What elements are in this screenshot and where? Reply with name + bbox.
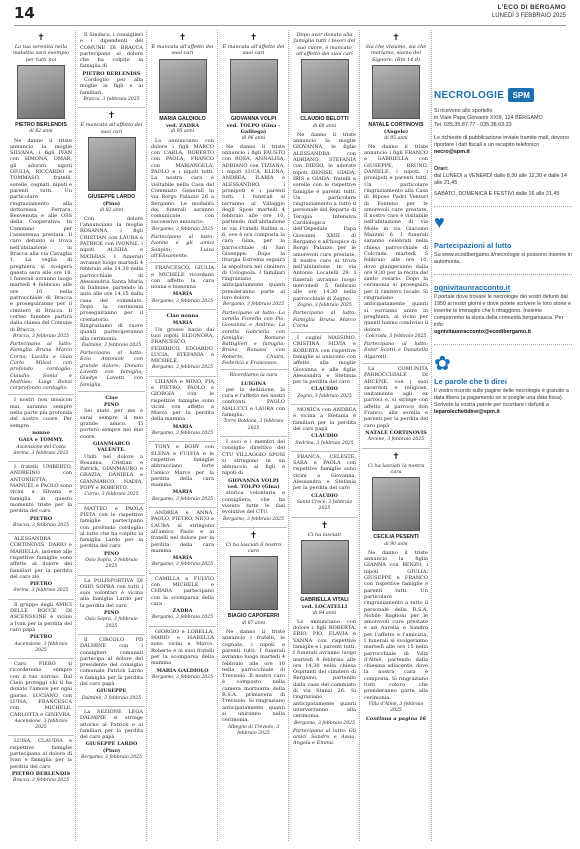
notice-body: ANDREA e ANNA, PAOLO, PIETRO, NICO e LAURA si stringono all'amico Paolo e ai fratelli nel dolore per la perdita della cara mamma	[151, 510, 214, 554]
notice-name: PIETRO	[29, 581, 53, 588]
masthead-name: L'ECO DI BERGAMO	[497, 4, 566, 11]
page-header	[14, 4, 566, 26]
notice-body: FRANCESCO, GIULIA e MICHELE ricordano con affetto la cara nonna e bisnonna	[151, 265, 214, 291]
notice-signature: GIANMARCO VALENTE.	[93, 440, 130, 454]
notice-body: GIORGIO e LORELLA, MARIO e ISABELLA sono vicini a Marco, Roberto e ai suoi fratelli per la scomparsa della mamma	[151, 628, 214, 667]
deceased-name: GIOVANNA VOLPI	[230, 115, 277, 122]
obituary-cortinovis	[362, 30, 430, 364]
cross-icon: ✝	[178, 33, 187, 43]
notice-body: Cordoglio per alla moglie ai figli e ai familiari.	[80, 77, 143, 96]
hours-title: Orari:	[434, 166, 449, 172]
notice-body: Ne danno il triste annuncio la moglie GIOVANNA, le figlie ALESSANDRA con ADRIANO, STEFANIA con DIEGO, le adorate nipoti DENISE, GIADA, IRIS e GIADA, fratelli e sorelle con le rispettive famiglie e parenti tutti. Un particolare ringraziamento a tutto il personale del Reparto di Terapia Intensiva Cardiologica dell'Ospedale Papa Giovanni XXIII di Bergamo e all'hospice di Borgo Palazzo per le amorevoli cure prestate. Il nostro caro si trova nell'abitazione in via Antonio Locatelli 29. I funerali avranno luogo mercoledì 5 febbraio alle ore 14,30 nella parrocchiale di Zogno.	[293, 131, 356, 302]
notice-name: CLAUDIO	[311, 386, 338, 393]
notice-date: Zogno, 3 febbraio 2025	[297, 302, 352, 308]
notice-date: Torre Boldone, 3 febbraio 2025	[223, 419, 284, 431]
deceased-name: CECILIA PESENTI	[373, 534, 419, 541]
notice-date: Dalmine, 3 febbraio 2025	[81, 342, 142, 348]
masthead	[492, 4, 566, 20]
notice-body: Ne danno il triste annuncio la figlia GIANNA con BENZO, i nipoti GIULIA, GIUSEPPE e FRANCO con rispettive famiglie e parenti tutti. Un particolare ringraziamento a tutto il personale della R.S.A. Nobile Baglioni per le amorevoli cure prestate e ad Aurelia e Sandro per l'affetto e l'amicizia. I funerali si svolgeranno martedì alle ore 15 nella parrocchiale di Villa d'Almè, partendo dalla chiesina adiacente, dove la nostra cara è composta. Si ringraziano tutti coloro che prenderanno parte alla cerimonia.	[364, 549, 428, 701]
deceased-age: di 94 anni	[312, 610, 337, 616]
memories-title: Le parole che ti direi	[434, 377, 507, 386]
notice-body: I cugini MASSIMO, CRISTINA, SILVIA e ROBERTA con rispettive famiglie si uniscono con affetto alla moglie Giovanna e alle figlie Alessandra e Stefania per la perdita del caro	[293, 335, 356, 386]
notice-date: Dalmine, 3 febbraio 2025	[81, 695, 142, 701]
notice-body: Ne danno il triste annuncio i figli FRANCO e GABRIELLA con GIUSEPPE, BRUNO, DANIELE, i nipoti, i pronipoti e parenti tutti. Un particolare ringraziamento alla Casa di Riposo Padri Venturi di Fonteno per le amorevoli cure prestate. Il nostro caro è visitabile nell'abitazione di via Molle in via Giacomo Mazzini 6. I funerali saranno celebrati nella chiesa parrocchiale di Colcrada martedì 5 febbraio alle ore 10, dove giungeranno dalla ore 9,30 per la recita del santo rosario. Dopo la cerimonia si proseguirà per il cimitero locale. Si ringraziano anticipatamente quanti si vorranno unire in preghiera, ai vicini per quanti hanno condiviso il dolore.	[364, 143, 428, 333]
notice-body: Il CIRCOLO PD DALMINE con i consiglieri comunali partecipa al dolore del presidente del consiglio comunale Patrick Lardo e famiglia per la perdita del caro papà	[80, 636, 143, 688]
deceased-photo	[372, 65, 420, 119]
notice-name: GIUSEPPE LARDO	[85, 741, 138, 748]
necrologie-logo	[434, 88, 572, 102]
notice-intro: Ci ha lasciati il nostro caro	[225, 541, 282, 555]
notice-body: Sei stato per me e sarai sempre il mio grande amico. Ti porterò sempre nel mio cuore.	[80, 408, 143, 440]
condolence-notice	[78, 504, 145, 576]
notice-quote: Sia che viviamo, sia che moriamo, siamo del Signore. (Rm 14,8)	[365, 44, 427, 63]
deceased-photo	[301, 59, 349, 113]
cross-icon: ✝	[37, 33, 45, 43]
notice-name: PINO	[103, 610, 120, 617]
notice-name: GIUSEPPE	[96, 688, 127, 695]
notice-body: Caro PIERO ti ricorderemo sempre con il tuo sorriso. Dal Cielo proteggi chi ti ha donato l'amore per ogni giorno. LUCIANO con LUISA, FRANCESCA con MICHELE, CARLOTTA e GINEVRA.	[10, 661, 72, 718]
email-info	[434, 135, 572, 156]
divider	[434, 274, 572, 275]
notice-intro: La tua serenità nella malattia sarà esempio per tutti noi	[12, 44, 70, 63]
notice-date: Curno, 3 febbraio 2025	[84, 492, 139, 498]
deceased-name: NATALE CORTINOVIS	[368, 121, 424, 128]
notice-body: FRANCA, CELESTE, SARA e PAOLA con rispettive famiglie sono vicini a Giovanna, Alessandra e Stefania per la perdita del caro	[293, 453, 356, 492]
deceased-photo	[230, 556, 278, 610]
hours-weekend: SABATO, DOMENICA E FESTIVI dalle 16 alle 21,45	[434, 191, 560, 197]
notice-name: GIOVANNA VOLPI	[228, 477, 279, 484]
notice-name: LUIGINA	[241, 380, 266, 387]
notice-body: TONY e BOBY con ELENA e FULVIA e le rispettive famiglie abbracciano forte l'amico Marco per la perdita della cara mamma	[151, 444, 214, 489]
column-6	[362, 30, 430, 843]
condolence-notice	[149, 627, 216, 685]
notice-body: LILIANA e MINO, PIA e PIETRO, PAOLO e GIORGIA con le rispettive famiglie sono vicini con affetto a Marco per la perdita della mamma	[151, 378, 214, 423]
spm-logo: SPM	[508, 88, 534, 102]
condolence-notice	[149, 377, 216, 443]
contact-info	[434, 108, 572, 129]
deceased-photo	[17, 65, 65, 119]
memories-body: Il vostro ricordo sulle pagine delle necrologie è gratuito a data libera (a pagamento se si sceglie una data fissa). Scrivete la vostra parole per ricordare i defunti a	[434, 388, 569, 408]
deceased-name: GIUSEPPE LARDO	[87, 193, 136, 200]
deceased-name: GABRIELLA VITALI	[300, 596, 349, 603]
notice-body: La POLISPORTIVA DI OSIO SOPRA con tutti i suoi volontari è vicina alla famiglia Lardo per la perdita del caro	[80, 577, 143, 609]
condolences: Partecipano al lutto: Famiglia Bruna Marco Corna	[293, 310, 356, 329]
cross-icon: ✝	[249, 530, 258, 541]
condolence-notice	[149, 263, 216, 310]
notice-body: I soci e i membri del consiglio direttivo del CTU VILLAGGIO SPOSI si stringono in un abbraccio ai figli e nipoti di	[222, 438, 285, 477]
deceased-photo	[301, 540, 349, 594]
counter-address: in Viale Papa Giovanni XXIII, 124 BERGAMO	[434, 115, 543, 121]
deceased-photo	[230, 59, 278, 113]
condolence-notice	[8, 462, 74, 534]
necrologie-title: NECROLOGIE	[434, 89, 505, 101]
deceased-age: di 68 anni	[312, 123, 337, 129]
notice-name: PIETRO BERLENDIS	[11, 770, 71, 777]
obituary-lardo	[78, 108, 145, 392]
notice-name: PIETRO	[29, 515, 53, 522]
condolence-notice	[291, 452, 358, 518]
deceased-name: MARIA GALDIOLO	[159, 115, 206, 122]
site-email-link[interactable]: ognivitaunracconto@ecodibergamo.it	[434, 329, 531, 335]
condolences: Partecipano al lutto: Ivonne e gli amici Sanpini; Luisa all'Elisamente.	[151, 234, 214, 259]
column-4	[220, 30, 287, 843]
notice-intro: Ci ha lasciati	[308, 531, 341, 538]
notice-date: Bracca, 3 febbraio 2025	[12, 333, 70, 339]
notice-date: Bergamo, 3 febbraio 2025	[151, 496, 213, 502]
notice-body: Un grosso bacio dai tuoi nipoti ELEONORA, FRANCESCO, FEDERICO, EDOARDO, LUCIA, STEFANIA e MICHELE.	[151, 326, 214, 365]
deceased-name: CLAUDIO BELOTTI	[300, 116, 349, 123]
notice-date: Bergamo, 3 febbraio 2025	[222, 302, 284, 308]
site-body: Il portale dove trovare le necrologie dei vostri defunti dal 1950 ai nostri giorni e dove potete scrivere le loro storie e inserire le immagini che li ritraggono. Insieme comporremo la storia della comunità bergamasca. Per info:	[434, 294, 571, 328]
notice-body: La SEZIONE LEGA DALMINE si stringe attorno al Patrick e ai familiari per la perdita del caro papà	[80, 708, 143, 741]
cross-icon: ✝	[107, 111, 116, 122]
notice-date: Santa Croce, 3 febbraio 2025	[296, 499, 353, 512]
column-5	[291, 30, 358, 843]
notice-date: Bracca, 3 febbraio 2025	[12, 522, 70, 528]
notice-married-name: ved. TOLPO (Gina)	[227, 484, 280, 491]
cross-icon: ✝	[320, 520, 329, 531]
notice-name: ZADRA	[172, 608, 193, 615]
deceased-nickname: (Pino)	[102, 201, 121, 208]
obituary-vitali	[291, 518, 358, 750]
notice-body: CAMILLA e FULVIO con MICHELE e CHIARA partecipano con la scomparsa della cara	[151, 575, 214, 607]
memories-email-link[interactable]: leparolechetidirei@spm.it	[434, 409, 500, 415]
condolence-notice	[149, 574, 216, 627]
deceased-married-name: ved. LOCATELLI	[301, 604, 348, 611]
notice-name: MARIA GALDIOLO	[156, 667, 209, 674]
deceased-age: di 87 anni	[241, 620, 266, 626]
online-body: Su www.ecodibergamo.it/necrologie si possono inserire in automonia.	[434, 252, 572, 265]
condolence-notice	[149, 442, 216, 508]
deceased-age: di 90 anni	[384, 541, 408, 547]
column-1	[8, 30, 74, 843]
notice-name: MARIA	[172, 291, 193, 298]
notice-body: I nostri non musicon mai, saranno sempre nella parte più profonda del nostro cuore. Per sempre	[10, 397, 72, 429]
notice-nickname: (Pino)	[102, 747, 121, 754]
condolences: Partecipano al lutto: Ezio Antonioli con grande dolore; Donato Lavetti con famiglia; Gladys Lavetti con famiglia.	[80, 350, 143, 388]
condolence-notice	[8, 736, 74, 788]
necrologie-sidebar	[434, 30, 572, 843]
notice-date: Bergamo, 3 febbraio 2025	[151, 365, 213, 371]
opening-hours	[434, 166, 572, 198]
notice-date: Bergamo, 3 febbraio 2025	[293, 720, 355, 726]
site-link[interactable]: ognivitaunracconto.it	[434, 283, 511, 292]
notice-intro: È mancata all'affetto dei suoi cari	[151, 44, 214, 57]
notice-date: Osio Sopra, 3 febbraio 2025	[85, 617, 138, 629]
masthead-date: LUNEDÌ 3 FEBBRAIO 2025	[491, 13, 566, 19]
notice-date: Sedrina, 3 febbraio 2025	[295, 440, 354, 446]
deceased-age: di 96 anni	[241, 135, 266, 141]
notice-name: MARIA	[172, 423, 193, 430]
heart-icon: ♥	[434, 212, 445, 232]
condolence-notice	[291, 405, 358, 452]
notice-name: PIETRO BERLENDIS	[82, 70, 141, 77]
notice-signature: GAIA e TOMMY.	[18, 437, 64, 444]
deceased-married-name: ved. TOLPO (Gina - Galliega)	[226, 123, 281, 136]
notice-body: Lo annunciano con dolore i figli ROBERTA, ERIO, PIO, FLAVIA e VANNA con rispettive famiglie e i parenti tutti. I funerali avranno luogo martedì 4 febbraio alle ore 14,30 nella chiesa Ospitanti del cimitero di Bergamo, partendo dalla casa del commiato di via Stanzi 26. Si ringraziano anticipatamente quanti interverranno alla cerimonia.	[293, 618, 356, 720]
email-link[interactable]: necro@spm.it	[434, 149, 470, 155]
notice-date: Bracca, 3 febbraio 2025	[12, 778, 70, 784]
notice-date: Serina, 3 febbraio 2025	[13, 588, 69, 594]
flower-icon: ✿	[434, 353, 451, 375]
notice-body: Il gruppo degli AMICI DELLE ROCCE DI ASCENSIONE è vicino a Ivan per la perdita del caro papà	[10, 601, 72, 633]
notice-date: Bracca, 3 febbraio 2025	[83, 96, 140, 102]
notice-date: Bergamo, 3 febbraio 2025	[151, 298, 213, 304]
notice-body: MONICA con ANDREA è vicina a Stefania e familiari per la perdita del caro papà	[293, 407, 356, 432]
notice-body: Lo annunciano con dolore i figli MARCO con CARLA, ROBERTO con PAOLA, FRANCO con MARIANGELA, PAOLO e i nipoti tutti. La nostra cara è visitabile nella Casa del Commiato Generali in via Borgo Palazzo 26 a Bergamo. Le modalità dei funerali saranno comunicate con successivo annuncio.	[151, 137, 214, 226]
condolence-notice	[149, 310, 216, 377]
notice-name: CLAUDIO	[311, 492, 338, 499]
deceased-photo	[88, 137, 136, 191]
notice-body: Il Sindaco, i consiglieri e i dipendenti del COMUNE DI BRACCA partecipano al dolore che ha colpito la famiglia di	[80, 32, 143, 70]
notice-body: Con dolore l'annunciano la moglie ROSANNA, i figli CRISTIAN con LAURA e PATRICK con IVONNE, i nipoti ALISHA e MATHIAS. I funerali avranno luogo martedì 4 febbraio alle 14,30 nella parrocchiale di Alessandria Santa Maria di Dalmine, partendo in auto alle ore 14,15 dalla casa del commiato. Dopo la cerimonia proseguiranno per il crematorio. Ringraziamo di cuore quanti parteciperanno alla cerimonia.	[80, 215, 143, 342]
condolence-notice	[78, 576, 145, 635]
condolence-notice	[78, 30, 145, 108]
notice-body: ALESSANDRA CORTINOVIS, DARIO e MARIELLA, insieme alle rispettive famiglie sono affetto al dolore dei familiari per la perdita del caro zio	[10, 536, 72, 580]
cross-icon: ✝	[392, 33, 400, 43]
condolence-notice	[362, 364, 430, 449]
notice-date: Osio Sopra, 3 febbraio 2025	[85, 558, 138, 570]
divider	[434, 206, 572, 207]
deceased-photo	[372, 477, 420, 531]
notice-name: CLAUDIO	[311, 433, 338, 440]
condolence-notice	[291, 333, 358, 405]
condolence-notice	[78, 635, 145, 707]
notice-date: Bergamo, 3 febbraio 2025	[151, 431, 213, 437]
notice-date: Ascensione del Costa Serina, 3 febbraio 2025	[13, 444, 69, 456]
condolence-notice	[220, 370, 287, 437]
notice-name: MARIA	[172, 489, 193, 496]
condolences: Partecipano al lutto: Famiglia Bruna Marco Corna; Lucilla e Gian Carlo Milesi con profondo cordoglio; Claudio, Sonia e Mathias; Luigi Bonzi corprofondo cordoglio.	[10, 341, 72, 392]
notice-name: MARIA	[172, 320, 193, 327]
condolence-notice	[78, 392, 145, 504]
notice-body: MATTEO e PAOLA PISTA con le rispettive famiglie partecipano con profondo cordoglio al lutto che ha colpito la famiglia Lardo per la perdita del caro	[80, 505, 143, 550]
deceased-married-name: ved. ZADRA	[166, 123, 199, 129]
notice-date: Ascensione, 3 febbraio 2025	[14, 641, 68, 653]
deceased-photo	[159, 59, 207, 113]
notice-signature: nonno	[32, 429, 50, 436]
notice-name: PIETRO	[29, 634, 53, 641]
condolence-notice	[78, 707, 145, 765]
obituary-belotti	[291, 30, 358, 333]
notice-name: PINO	[103, 402, 120, 409]
condolence-notice	[8, 534, 74, 600]
notice-date: Bergamo, 3 febbraio 2025	[80, 755, 142, 761]
notice-date: Bergamo, 3 febbraio 2025	[151, 674, 213, 680]
notice-intro: È mancato all'affetto dei suoi cari	[80, 122, 143, 135]
obituary-volpi	[220, 30, 287, 370]
obituary-berlendis	[8, 30, 74, 395]
condolence-notice	[149, 508, 216, 574]
notice-intro: È mancata all'affetto dei suoi cari	[222, 44, 285, 57]
condolences: Partecipano al lutto: La sorella Fiorella con Pio, Giovanna e Andrea; La sorella Gabriella con famiglia; Romano Battiglieri e famiglia; Bruno Bonassi con Roberto, Chiara, Federica e Francesco.	[222, 309, 285, 366]
notice-intro: Dopo aver donato alla famiglia tutti i tesori del suo cuore, è mancato all'affetto dei suoi cari	[293, 32, 356, 57]
cross-icon: ✝	[392, 451, 400, 462]
page-number: 14	[14, 4, 35, 22]
notice-date: Bergamo, 3 febbraio 2025	[151, 615, 213, 621]
notice-name: MARIA	[172, 555, 193, 562]
column-2	[78, 30, 145, 843]
deceased-name: BIAGIO CAPOFERRI	[227, 613, 280, 620]
deceased-age: di 82 anni	[29, 129, 53, 135]
obituary-pesenti	[362, 449, 430, 727]
condolence-notice	[8, 659, 74, 736]
divider	[434, 344, 572, 345]
column-3	[149, 30, 216, 843]
notice-date: Ascensione, 3 febbraio 2025	[14, 718, 68, 731]
notice-body: per la dedizione, la cura e l'affetto nei nostri confronti. PAOLO MALUCCI e LAURA con famiglia.	[222, 386, 285, 419]
counter-phone: Tel. 035.35.87.77 - 035.38.63.33	[434, 122, 512, 128]
notice-date: Bergamo, 3 febbraio 2025	[151, 226, 213, 232]
notice-greeting: Ciao	[105, 394, 118, 401]
deceased-age: di 95 anni	[170, 129, 195, 135]
notice-body: I fratelli UMBERTO, ANDREINO con ANTONIETTA, MANUEL e PAOLO sono vicini a Silvana e famiglia in questo momento triste per la perdita del caro	[10, 464, 72, 515]
notice-body: Ne danno il triste annuncio la moglie SILVANA, i figli IVAN con SIMONA, OMAR, gli adorati nipoti GIULIA, RICCARDO e TOMMASO, fratelli, sorelle, cognati, nipoti e parenti tutti. Un particolare ringraziamento alla dottoressa Ferrara, Benvenuta e alle OSS della Cooperativa In Cammino per l'assistenza prestata. Il caro defunto si trova nell'abitazione in Bracca alla via Cavaglia 1. La veglia di preghiera si svolgerà questa sera alle ore 18. I funerali avranno luogo martedì 4 febbraio alle ore 10 nella parrocchiale di Bracca e proseguiranno per il cimitero di Bracca. Il corteo funebre partirà dalla chiesa del Comune di Bracca.	[10, 137, 72, 333]
condolence-notice	[220, 437, 287, 528]
notice-date: Villa d'Almè, 3 febbraio 2025	[368, 701, 424, 714]
deceased-nickname: (Angelo)	[383, 129, 409, 136]
deceased-age: di 95 anni	[384, 135, 408, 141]
email-instructions: Le richieste di pubblicazione inviate tramite mail, devono riportare i dati fiscali e un recapito telefonico	[434, 135, 569, 148]
obituary-capoferri	[220, 528, 287, 741]
deceased-age: di 82 anni	[99, 207, 124, 213]
notice-body: LUISA, CLAUDIA e rispettive famiglie partecipano al dolore di Ivan e famiglia per la perdita del caro	[10, 738, 72, 770]
obituary-galdiolo	[149, 30, 216, 263]
notice-intro: Ci ha lasciati la nostra cara	[367, 462, 425, 475]
notice-date: Zogno, 3 febbraio 2025	[297, 393, 352, 399]
online-title: Partecipazioni al lutto	[434, 241, 512, 250]
continued-link: Continua a pagina 16	[365, 715, 427, 722]
condolence-notice	[8, 600, 74, 659]
notice-greeting: Ciao nonna	[166, 313, 199, 320]
notice-date: Bergamo, 3 febbraio 2025	[151, 562, 213, 568]
condolence-notice	[8, 395, 74, 462]
notice-date: Arcene, 3 febbraio 2025	[367, 437, 425, 443]
notice-body: La COMUNITÀ PARROCCHIALE DI ARCENE, con i suoi sacerdoti e religiose, unitamente agli ex parroci e, si stringe con affetto al parroco don Franco, alla sorella e parenti per la perdita del caro papà	[364, 365, 428, 429]
hours-weekdays: dal LUNEDÌ a VENERDÌ dalle 8,30 alle 12,30 e dalle 14 alle 21,45	[434, 173, 568, 186]
notice-body: Ne danno il triste annuncio i figli FAUSTO con ROSA, ANNALISA, ADRIANO con TIZIANA, i nipoti LUCA, ELENA, ANDREA, ILARIA e ALESSANDRO, i pronipoti e i parenti tutti. I funerali si terranno al Villaggio degli Sposi martedì 4 febbraio alle ore 10, partendo dall'abitazione in via Fratelli Rullini n. 6, ove è ora composta la cara Gina, per la parrocchiale di San Giuseppe. Dopo la liturgia Estrema seguirà la sepoltura nel cimitero di Colognola. I familiari ringraziano anticipatamente quanti prenderanno parte al loro dolore.	[222, 143, 285, 302]
notice-name: NATALE CORTINOVIS	[365, 429, 427, 436]
condolences: Partecipano al lutto: Gli amici Sandro e Assia, Angela e Emma.	[293, 727, 356, 747]
counter-label: Si ricevono allo sportello	[434, 108, 493, 114]
notice-body: storica volontaria e consigliera, che ha vissuto tutte le fasi evolutive del CTU.	[222, 490, 285, 516]
notice-body: Ne danno il triste annuncio i fratelli, le cognate, i nipoti e parenti tutti. I funerali avranno luogo martedì 4 febbraio alle ore 10 nella parrocchiale di Trevisolo. Il nostro caro è composto nella camera mortuaria della R.S.A. primavera di Trevisolo. Si ringraziano anticipatamente quanti si uniranno nella cerimonia.	[222, 629, 285, 724]
deceased-name: PIETRO BERLENDIS	[15, 121, 67, 128]
notice-name: PINO	[103, 550, 120, 557]
notice-date: Colcrada, 3 febbraio 2025	[365, 333, 427, 339]
notice-body: Uniti nel dolore a Rosanna, Cristian e Patrick, GIANMAURO e GRAZIA, DANIELA e GIANMARCO, NADIA, POPY e ROBERTO.	[80, 453, 143, 492]
notice-date: Bergamo, 3 febbraio 2025	[222, 516, 284, 522]
cross-icon: ✝	[249, 33, 258, 43]
notice-intro: Ricordiamo la cara	[229, 372, 278, 379]
notice-date: Albegno di Treviolo, 3 febbraio 2025	[227, 724, 280, 736]
condolences: Partecipano al lutto: Ester Scotti e Donatella Algarotti.	[364, 341, 428, 360]
